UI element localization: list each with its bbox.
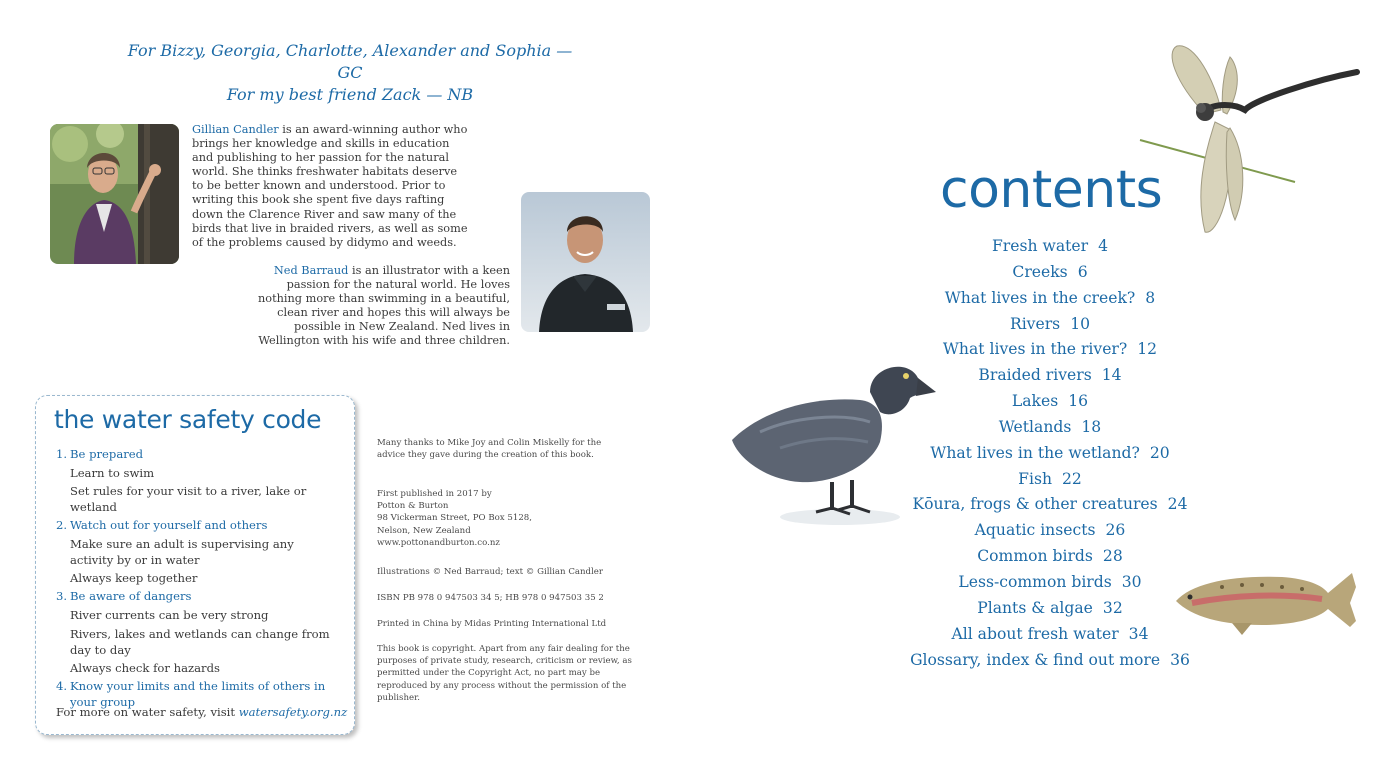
toc-item[interactable]: What lives in the creek? 8: [944, 288, 1156, 307]
imprint-thanks: Many thanks to Mike Joy and Colin Miskelly for the advice they gave during the creation of this book.: [377, 438, 602, 461]
safety-list: [56, 444, 334, 710]
safety-item: Set rules for your visit to a river, lake or wetland: [70, 484, 307, 515]
toc-item[interactable]: Fresh water 4: [991, 237, 1109, 255]
toc-item[interactable]: What lives in the river? 12: [942, 340, 1158, 359]
contents-title: contents: [940, 160, 1163, 220]
ned-bio-text: is an illustrator with a keen passion for the natural world. He loves nothing more than swimming in a beautiful, clean river and hopes this will always be possible in New Zealand. Ned lives in Wellington with his wife and three children.: [258, 264, 510, 348]
toc-item[interactable]: Wetlands 18: [998, 417, 1102, 436]
toc-item[interactable]: Kōura, frogs & other creatures 24: [912, 495, 1188, 514]
gillian-name: Gillian Candler: [192, 123, 279, 136]
safety-item: Make sure an adult is supervising any activity by or in water: [70, 536, 294, 567]
toc-item[interactable]: Aquatic insects 26: [974, 521, 1126, 540]
safety-more-text: For more on water safety, visit: [56, 705, 239, 719]
duck-illustration: [720, 352, 950, 532]
safety-more: [56, 705, 347, 719]
safety-heading: 4. Know your limits and the limits of others in your group: [56, 679, 326, 710]
dedication-line-2: For my best friend Zack — NB: [226, 85, 474, 104]
safety-heading: 2. Watch out for yourself and others: [56, 518, 268, 533]
toc-item[interactable]: Fish 22: [1018, 469, 1082, 488]
gillian-bio-text: is an award-winning author who brings her knowledge and skills in education and publishing to her passion for the natural world. She thinks freshwater habitats deserve to be better known and understood. Prior to writing this book she spent five days rafting down the Clarence River and saw many of the birds that live in braided rivers, as well as some of the problems caused by didymo and weeds.: [192, 123, 468, 249]
toc-item[interactable]: Rivers 10: [1009, 314, 1091, 333]
dedication-line-1: For Bizzy, Georgia, Charlotte, Alexander and Sophia — GC: [127, 41, 573, 82]
bio-gillian: [192, 123, 468, 250]
toc-item[interactable]: Braided rivers 14: [978, 366, 1122, 385]
toc-item[interactable]: Less-common birds 30: [958, 572, 1142, 591]
toc-item[interactable]: All about fresh water 34: [951, 624, 1149, 643]
safety-link[interactable]: watersafety.org.nz: [238, 705, 348, 719]
safety-heading: 1. Be prepared: [56, 447, 144, 461]
safety-item: Rivers, lakes and wetlands can change from day to day: [70, 626, 330, 657]
bio-ned: [246, 264, 510, 349]
toc-item[interactable]: Creeks 6: [1012, 262, 1088, 281]
dedication: [120, 40, 580, 106]
toc-item[interactable]: Lakes 16: [1011, 392, 1089, 411]
safety-item: Always keep together: [70, 571, 198, 586]
safety-item: River currents can be very strong: [70, 607, 269, 622]
fish-illustration: [1172, 563, 1362, 638]
toc-item[interactable]: Glossary, index & find out more 36: [910, 650, 1190, 669]
safety-title: the water safety code: [54, 405, 322, 434]
safety-item: Learn to swim: [70, 465, 155, 480]
imprint-credits: Illustrations © Ned Barraud; text © Gillian Candler: [377, 567, 604, 577]
toc-item[interactable]: What lives in the wetland? 20: [930, 443, 1170, 462]
safety-heading: 3. Be aware of dangers: [56, 589, 192, 604]
imprint-publisher: First published in 2017 by Potton & Burton 98 Vickerman Street, PO Box 5128, Nelson, New Zealand www.pottonandburton.co.nz: [377, 489, 532, 548]
imprint-copyright: This book is copyright. Apart from any fair dealing for the purposes of private study, research, criticism or review, as permitted under the Copyright Act, no part may be reproduced by any process without the permission of the publisher.: [377, 644, 632, 703]
safety-item: Always check for hazards: [70, 661, 220, 676]
ned-photo: [521, 192, 650, 332]
imprint-printed: Printed in China by Midas Printing International Ltd: [377, 619, 607, 629]
ned-name: Ned Barraud: [273, 264, 349, 277]
toc-item[interactable]: Common birds 28: [977, 547, 1123, 566]
dragonfly-illustration: [1135, 42, 1365, 242]
gillian-photo: [50, 124, 179, 264]
imprint-isbn: ISBN PB 978 0 947503 34 5; HB 978 0 947503 35 2: [377, 593, 604, 603]
toc-item[interactable]: Plants & algae 32: [977, 598, 1123, 617]
